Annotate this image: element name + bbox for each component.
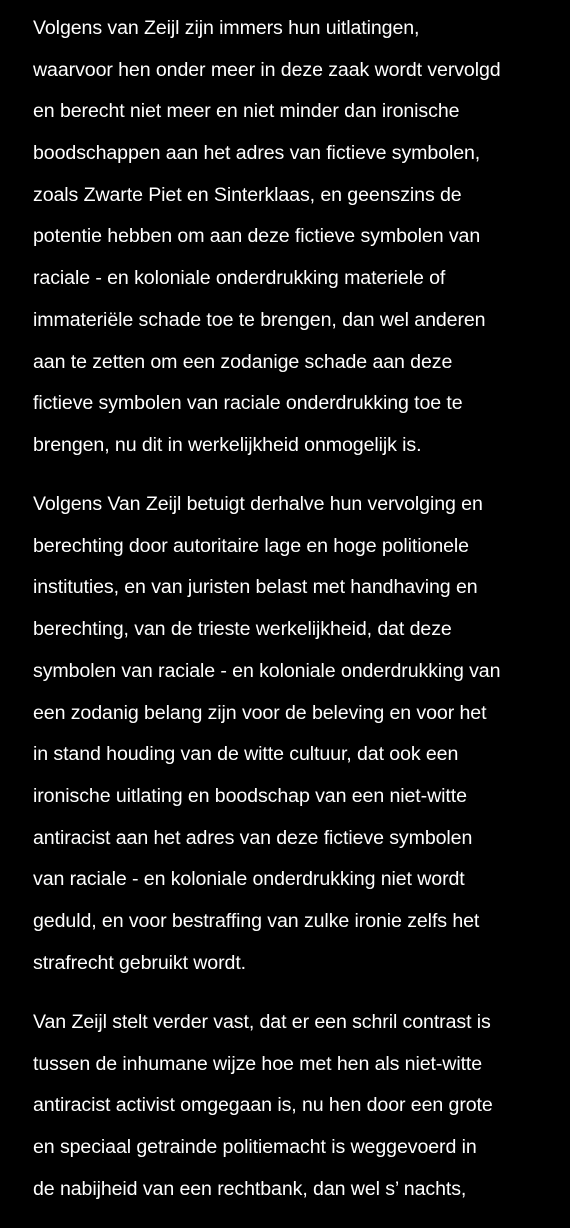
text-line: Volgens Van Zeijl betuigt derhalve hun vervolging en [33,493,483,516]
text-line: symbolen van raciale - en koloniale onderdrukking van [33,659,501,682]
text-line: waarvoor hen onder meer in deze zaak wordt vervolgd [33,58,501,81]
text-line: Van Zeijl stelt verder vast, dat er een schril contrast is [33,1010,491,1033]
text-line: en speciaal getrainde politiemacht is weggevoerd in [33,1135,477,1158]
text-line: immateriële schade toe te brengen, dan wel anderen [33,308,486,331]
paragraph-2 [33,484,565,984]
text-line: aan te zetten om een zodanige schade aan deze [33,350,453,373]
text-line: berechting, van de trieste werkelijkheid, dat deze [33,618,452,641]
text-line: brengen, nu dit in werkelijkheid onmogelijk is. [33,433,422,456]
text-line: boodschappen aan het adres van fictieve symbolen, [33,142,481,165]
paragraph-1 [33,8,565,467]
text-line: Volgens van Zeijl zijn immers hun uitlatingen, [33,17,420,39]
text-line: antiracist aan het adres van deze fictieve symbolen [33,826,473,849]
text-line: tussen de inhumane wijze hoe met hen als niet-witte [33,1052,483,1075]
text-line: in stand houding van de witte cultuur, dat ook een [33,743,459,766]
text-line: de nabijheid van een rechtbank, dan wel s’ nachts, [33,1177,467,1200]
text-line: fictieve symbolen van raciale onderdrukking toe te [33,392,463,415]
text-line: en berecht niet meer en niet minder dan ironische [33,100,460,123]
text-line: berechting door autoritaire lage en hoge politionele [33,534,469,557]
text-line: raciale - en koloniale onderdrukking materiele of [33,267,446,290]
text-line: instituties, en van juristen belast met handhaving en [33,576,478,599]
text-line: een zodanig belang zijn voor de beleving en voor het [33,701,487,724]
text-line: ironische uitlating en boodschap van een niet-witte [33,784,467,807]
paragraph-3 [33,1002,565,1210]
text-line: antiracist activist omgegaan is, nu hen door een grote [33,1094,493,1117]
text-line: potentie hebben om aan deze fictieve symbolen van [33,225,481,248]
text-line: geduld, en voor bestraffing van zulke ironie zelfs het [33,909,480,932]
text-line: strafrecht gebruikt wordt. [33,951,247,974]
article-body [33,8,565,1228]
text-line: van raciale - en koloniale onderdrukking niet wordt [33,868,465,891]
text-line: zoals Zwarte Piet en Sinterklaas, en geenszins de [33,183,462,206]
